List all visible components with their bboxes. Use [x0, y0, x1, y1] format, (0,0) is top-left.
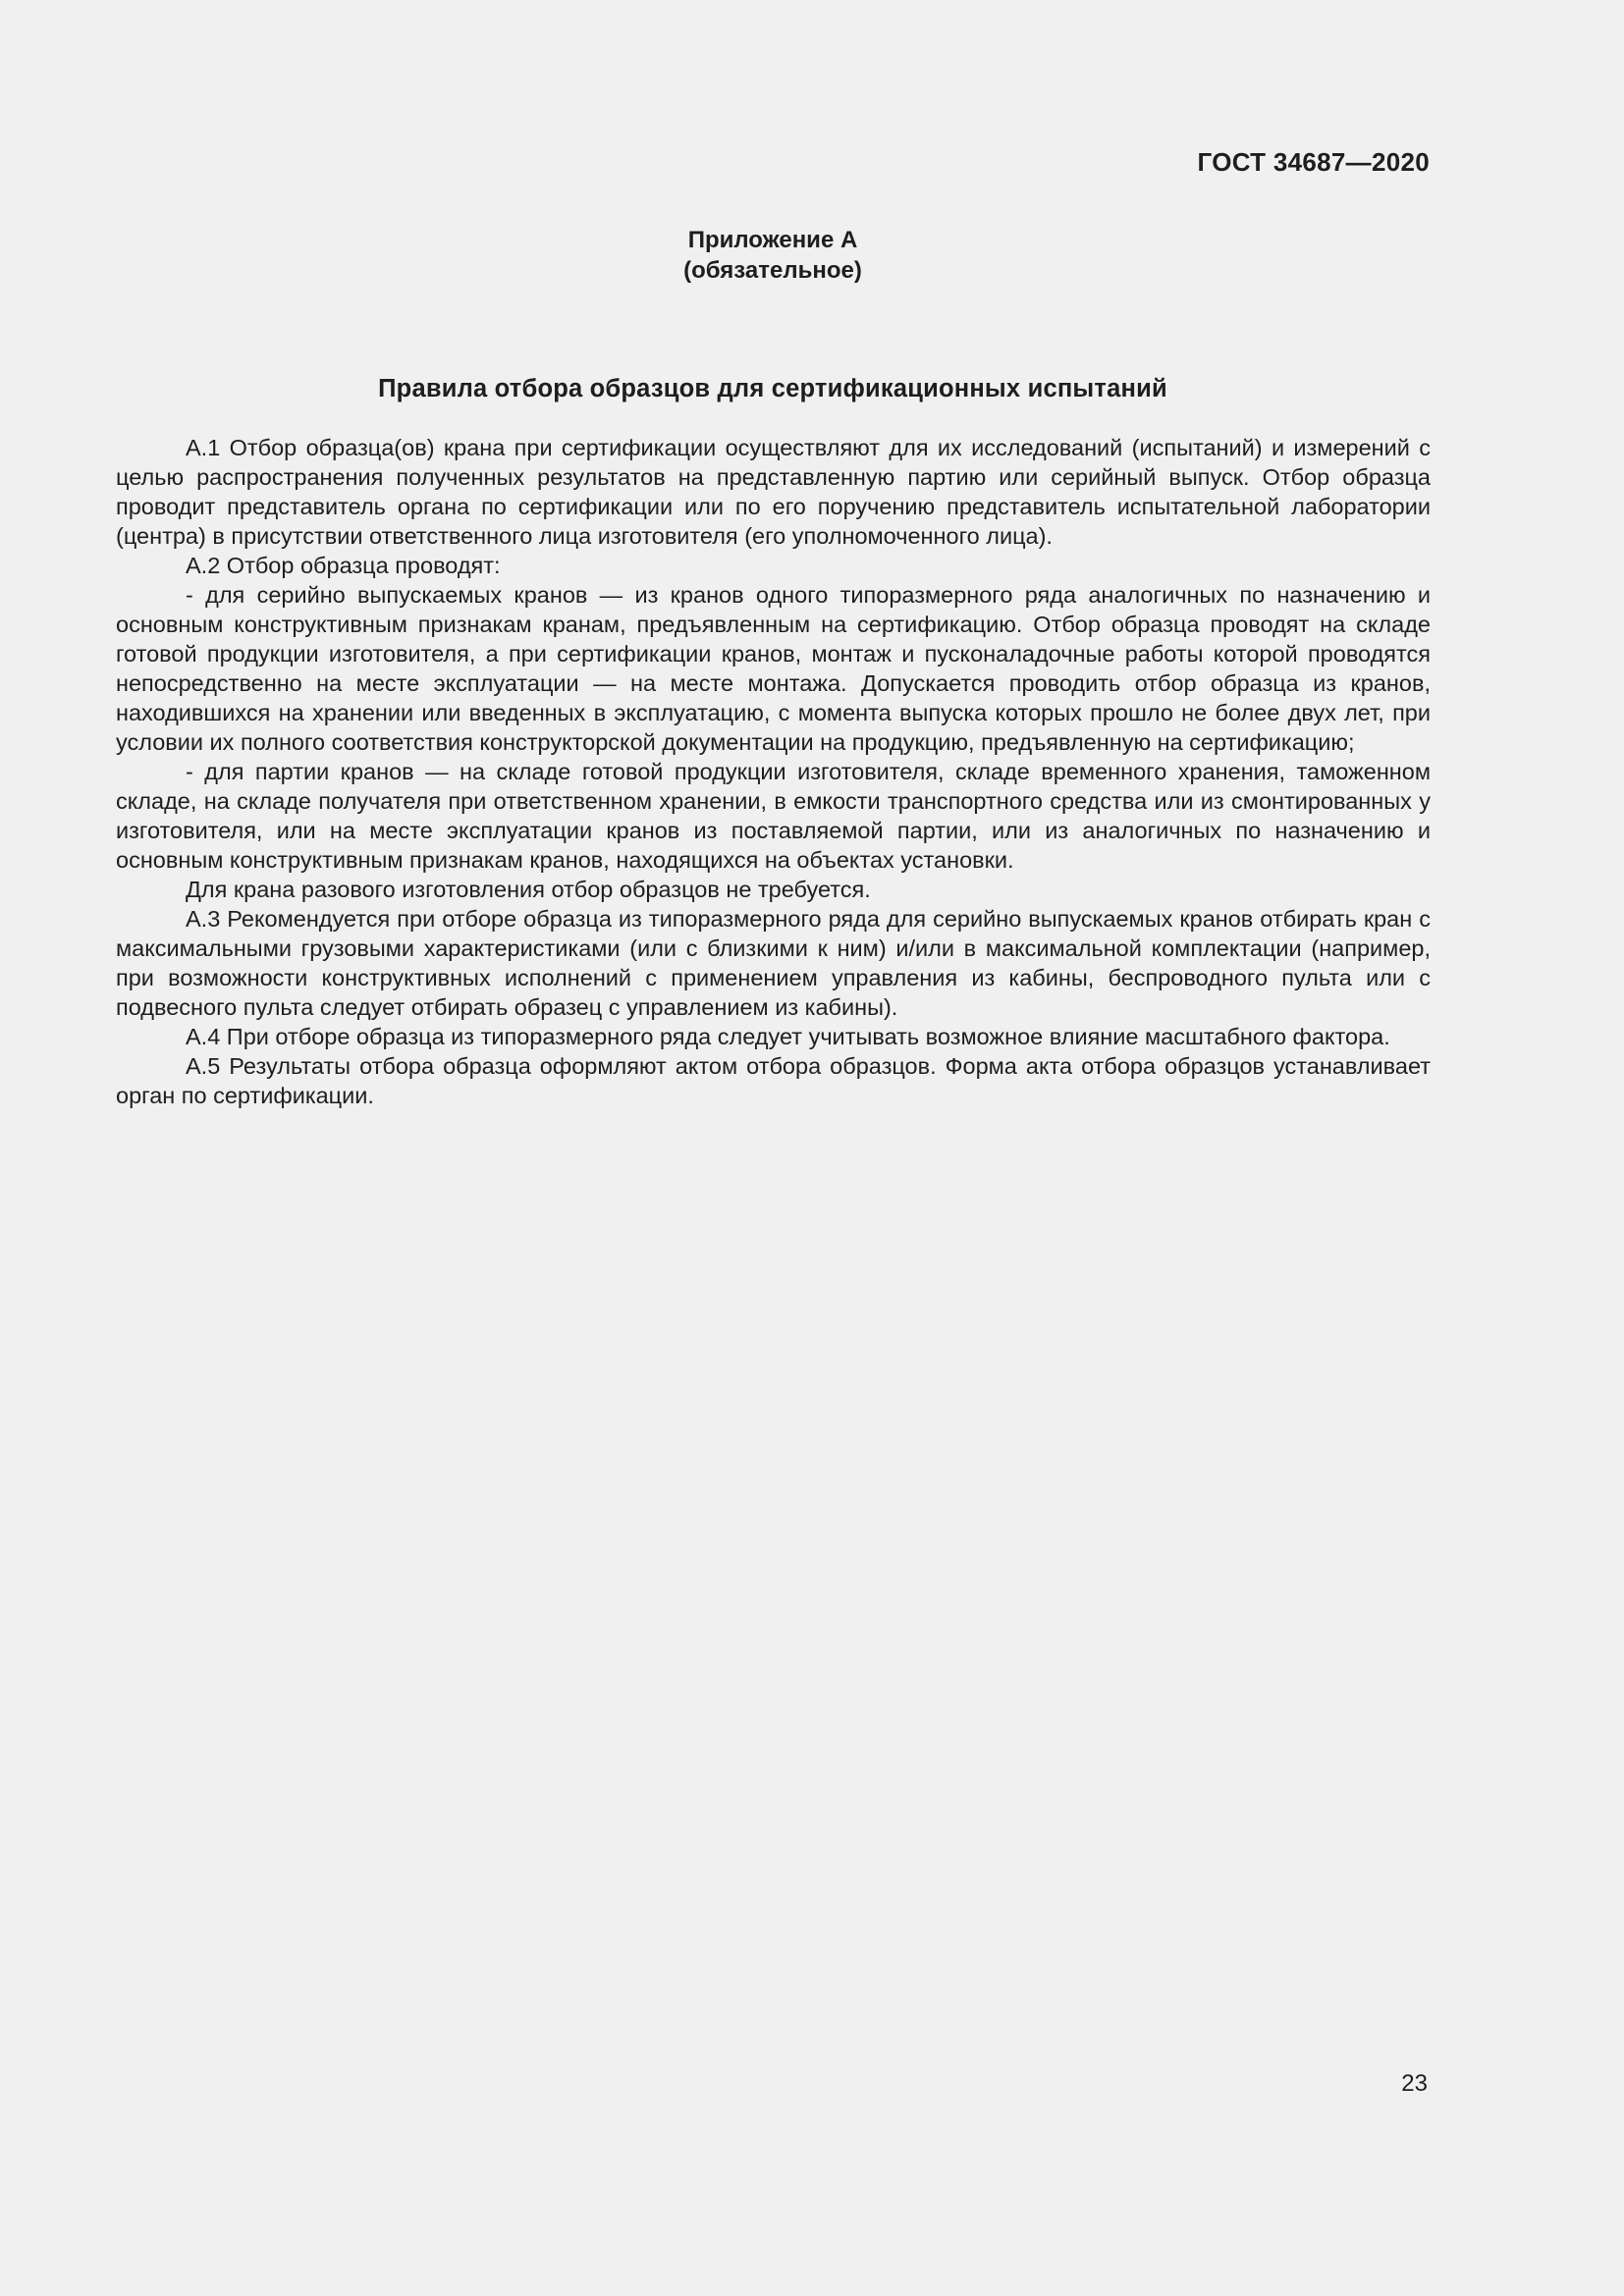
document-code: ГОСТ 34687—2020	[1197, 147, 1430, 177]
appendix-heading	[0, 225, 1545, 286]
paragraph-a5: А.5 Результаты отбора образца оформляют актом отбора образцов. Форма акта отбора образцов устанавливает орган по сертификации.	[116, 1053, 1431, 1108]
section-title: Правила отбора образцов для сертификационных испытаний	[378, 375, 1167, 402]
paragraph-a2-serial: - для серийно выпускаемых кранов — из кранов одного типоразмерного ряда аналогичных по назначению и основным конструктивным признакам кранам, предъявленным на сертификацию. Отбор образца проводят на складе готовой продукции изготовителя, а при сертификации кранов, монтаж и пусконаладочные работы которой проводятся непосредственно на месте эксплуатации — на месте монтажа. Допускается проводить отбор образца из кранов, находившихся на хранении или введенных в эксплуатацию, с момента выпуска которых прошло не более двух лет, при условии их полного соответствия конструкторской документации на продукцию, предъявленную на сертификацию;	[116, 582, 1431, 755]
page-number: 23	[1401, 2070, 1428, 2097]
appendix-status: (обязательное)	[683, 257, 862, 284]
paragraph-single-crane: Для крана разового изготовления отбор образцов не требуется.	[186, 877, 871, 902]
paragraph-a1: А.1 Отбор образца(ов) крана при сертификации осуществляют для их исследований (испытаний) и измерений с целью распространения полученных результатов на представленную партию или серийный выпуск. Отбор образца проводит представитель органа по сертификации или по его поручению представитель испытательной лаборатории (центра) в присутствии ответственного лица изготовителя (его уполномоченного лица).	[116, 435, 1431, 549]
body-text	[116, 433, 1431, 1110]
appendix-title: Приложение А	[687, 227, 858, 253]
paragraph-a2: А.2 Отбор образца проводят:	[186, 553, 501, 578]
paragraph-a4: А.4 При отборе образца из типоразмерного ряда следует учитывать возможное влияние масштабного фактора.	[186, 1024, 1390, 1049]
paragraph-a2-batch: - для партии кранов — на складе готовой продукции изготовителя, складе временного хранения, таможенном складе, на складе получателя при ответственном хранении, в емкости транспортного средства или из смонтированных у изготовителя, или на месте эксплуатации кранов из поставляемой партии, или из аналогичных по назначению и основным конструктивным признакам кранов, находящихся на объектах установки.	[116, 759, 1431, 873]
paragraph-a3: А.3 Рекомендуется при отборе образца из типоразмерного ряда для серийно выпускаемых кранов отбирать кран с максимальными грузовыми характеристиками (или с близкими к ним) и/или в максимальной комплектации (например, при возможности конструктивных исполнений с применением управления из кабины, беспроводного пульта или с подвесного пульта следует отбирать образец с управлением из кабины).	[116, 906, 1431, 1020]
